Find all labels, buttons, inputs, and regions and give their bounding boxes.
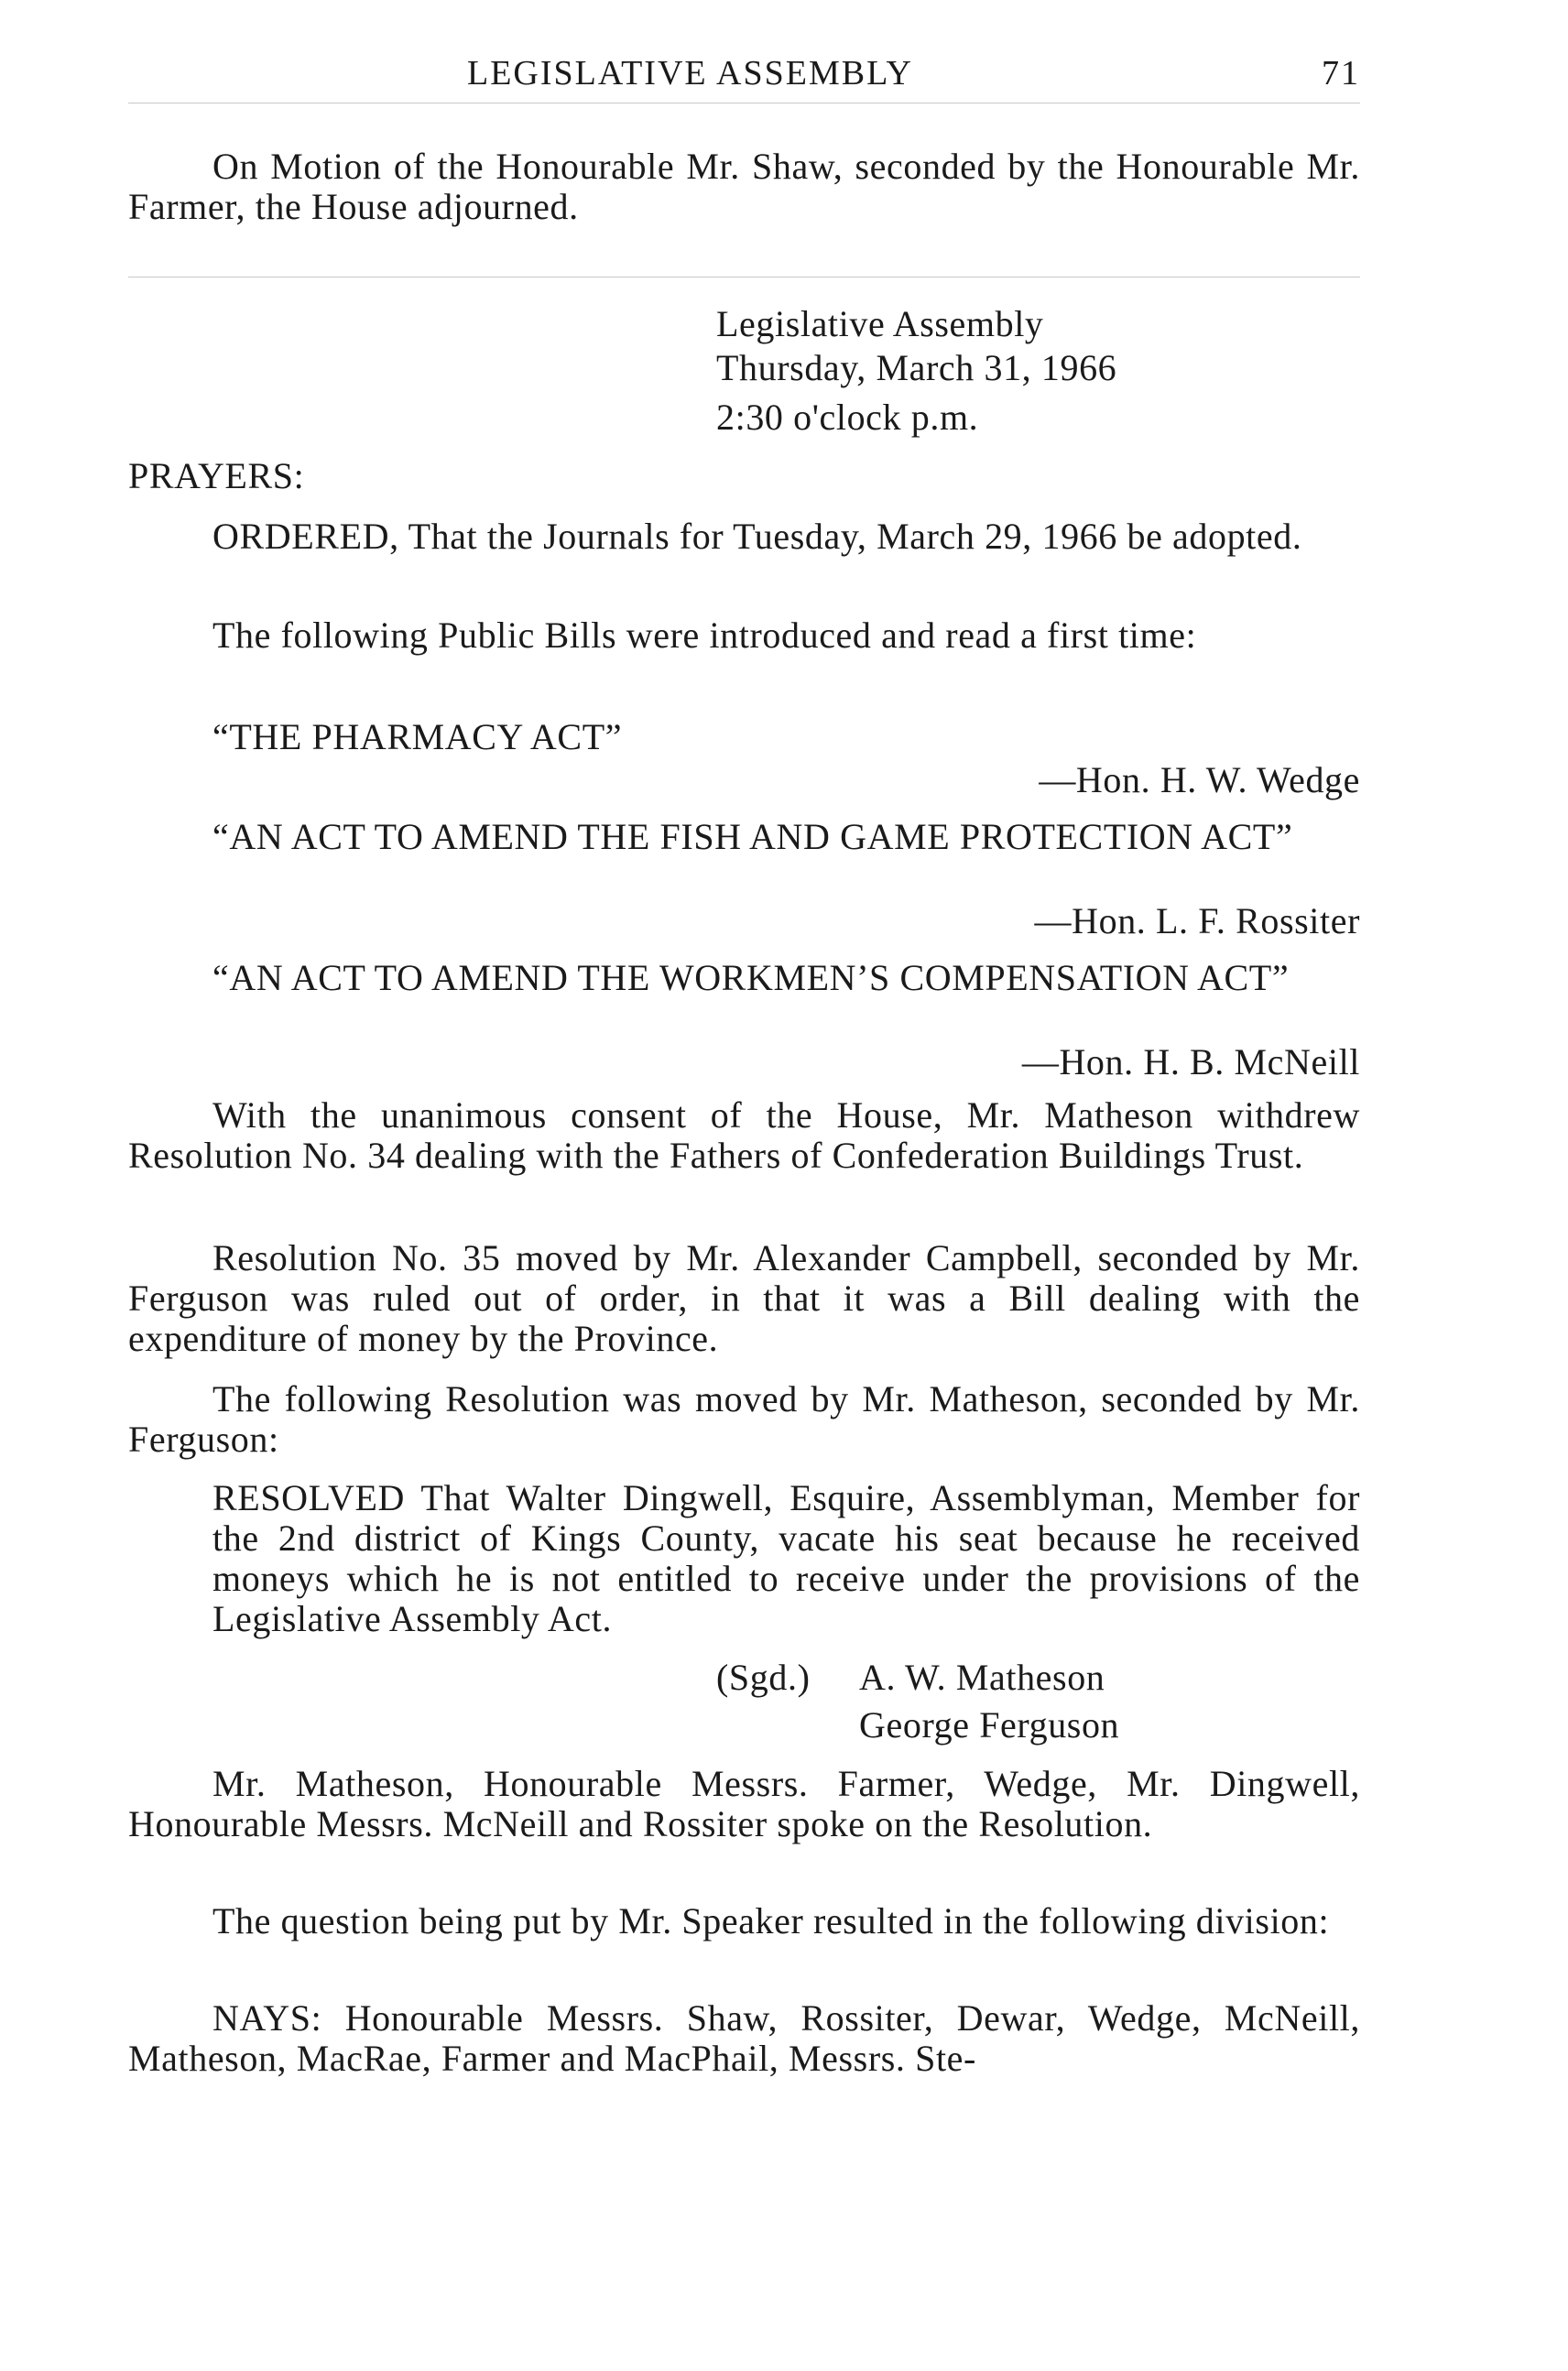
withdrawal-paragraph: With the unanimous consent of the House, Mr. Matheson withdrew Resolution No. 34 dealing with the Fathers of Confederation Buildings Trust.	[128, 1094, 1360, 1176]
bill-title-1: “THE PHARMACY ACT”	[212, 716, 623, 757]
page-number: 71	[1322, 54, 1360, 92]
bills-intro-paragraph: The following Public Bills were introduced and read a first time:	[212, 615, 1197, 656]
speakers-paragraph: Mr. Matheson, Honourable Messrs. Farmer, Wedge, Mr. Dingwell, Honourable Messrs. McNeill and Rossiter spoke on the Resolution.	[128, 1763, 1360, 1844]
dateline-date: Thursday, March 31, 1966	[716, 347, 1117, 388]
running-head-title: LEGISLATIVE ASSEMBLY	[467, 54, 913, 92]
prayers-heading: PRAYERS:	[128, 455, 305, 496]
adjournment-paragraph: On Motion of the Honourable Mr. Shaw, seconded by the Honourable Mr. Farmer, the House adjourned.	[128, 146, 1360, 227]
bill-sponsor-2: —Hon. L. F. Rossiter	[1034, 900, 1360, 941]
bill-title-3: “AN ACT TO AMEND THE WORKMEN’S COMPENSATION ACT”	[212, 957, 1290, 998]
dateline-assembly: Legislative Assembly	[716, 303, 1044, 344]
signature-name-1: A. W. Matheson	[859, 1657, 1105, 1698]
ordered-paragraph: ORDERED, That the Journals for Tuesday, March 29, 1966 be adopted.	[212, 516, 1302, 557]
bill-title-2: “AN ACT TO AMEND THE FISH AND GAME PROTECTION ACT”	[212, 816, 1293, 857]
bill-sponsor-1: —Hon. H. W. Wedge	[1039, 759, 1360, 800]
resolution-35-paragraph: Resolution No. 35 moved by Mr. Alexander Campbell, seconded by Mr. Ferguson was ruled out of order, in that it was a Bill dealing with the expenditure of money by the Province.	[128, 1237, 1360, 1359]
division-intro-paragraph: The question being put by Mr. Speaker resulted in the following division:	[212, 1900, 1330, 1941]
bill-sponsor-3: —Hon. H. B. McNeill	[1021, 1041, 1360, 1082]
running-head	[128, 53, 1360, 99]
nays-paragraph: NAYS: Honourable Messrs. Shaw, Rossiter, Dewar, Wedge, McNeill, Matheson, MacRae, Farmer and MacPhail, Messrs. Ste-	[128, 1997, 1360, 2079]
signature-name-2: George Ferguson	[859, 1704, 1120, 1746]
dateline-time: 2:30 o'clock p.m.	[716, 397, 979, 438]
resolution-intro-paragraph: The following Resolution was moved by Mr. Matheson, seconded by Mr. Ferguson:	[128, 1378, 1360, 1460]
signature-sgd: (Sgd.)	[716, 1657, 811, 1698]
resolved-paragraph: RESOLVED That Walter Dingwell, Esquire, Assemblyman, Member for the 2nd district of Kings County, vacate his seat because he received moneys which he is not entitled to receive under the provisions of the Legislative Assembly Act.	[212, 1477, 1360, 1639]
